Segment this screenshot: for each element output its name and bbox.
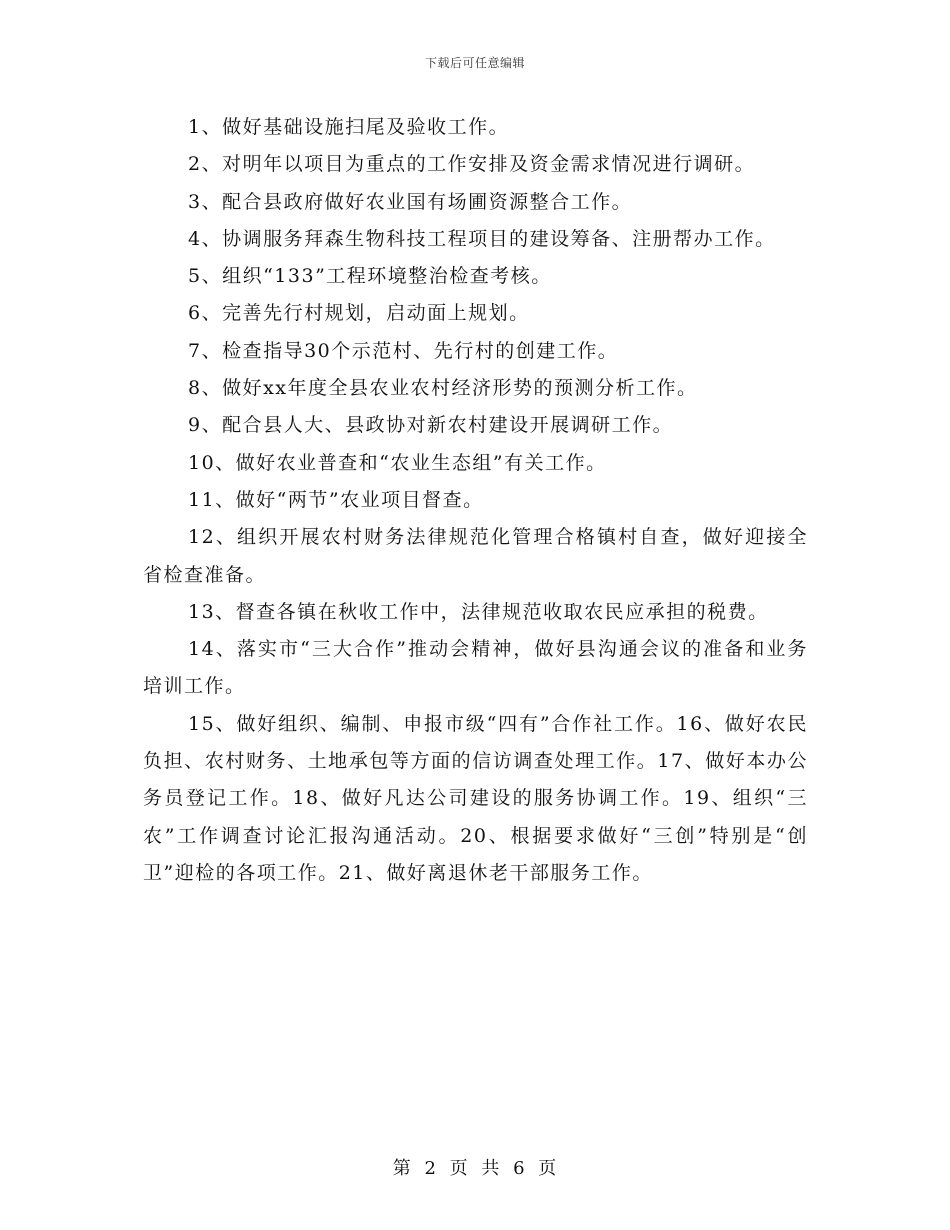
- list-item-9: 9、配合县人大、县政协对新农村建设开展调研工作。: [188, 414, 674, 437]
- list-item-1: 1、做好基础设施扫尾及验收工作。: [188, 116, 510, 138]
- list-item-8: 8、做好xx年度全县农业农村经济形势的预测分析工作。: [188, 377, 698, 400]
- list-item-4: 4、协调服务拜森生物科技工程项目的建设筹备、注册帮办工作。: [188, 227, 776, 250]
- list-item-13: 13、督查各镇在秋收工作中，法律规范收取农民应承担的税费。: [188, 600, 769, 623]
- page-header: 下载后可任意编辑: [424, 56, 525, 70]
- list-item-15-21-paragraph: 15、做好组织、编制、申报市级“四有”合作社工作。16、做好农民负担、农村财务、土地承包等方面的信访调查处理工作。17、做好本办公务员登记工作。18、做好凡达公司建设的服务协调工作。19、组织“三农”工作调查讨论汇报沟通活动。20、根据要求做好“三创”特别是“创卫”迎检的各项工作。21、做好离退休老干部服务工作。: [143, 712, 808, 884]
- list-item-7: 7、检查指导30个示范村、先行村的创建工作。: [188, 339, 619, 362]
- list-item-12: 12、组织开展农村财务法律规范化管理合格镇村自查，做好迎接全省检查准备。: [143, 526, 808, 586]
- list-item-3: 3、配合县政府做好农业国有场圃资源整合工作。: [188, 190, 633, 213]
- list-item-2: 2、对明年以项目为重点的工作安排及资金需求情况进行调研。: [188, 153, 756, 176]
- list-item-14: 14、落实市“三大合作”推动会精神，做好县沟通会议的准备和业务培训工作。: [143, 638, 808, 698]
- list-item-6: 6、完善先行村规划，启动面上规划。: [188, 302, 530, 325]
- page-number-footer: 第 2 页 共 6 页: [392, 1158, 558, 1179]
- document-body: [143, 109, 808, 892]
- list-item-10: 10、做好农业普查和“农业生态组”有关工作。: [188, 451, 607, 474]
- list-item-11: 11、做好“两节”农业项目督查。: [188, 488, 484, 511]
- list-item-5: 5、组织“133”工程环境整治检查考核。: [188, 265, 552, 288]
